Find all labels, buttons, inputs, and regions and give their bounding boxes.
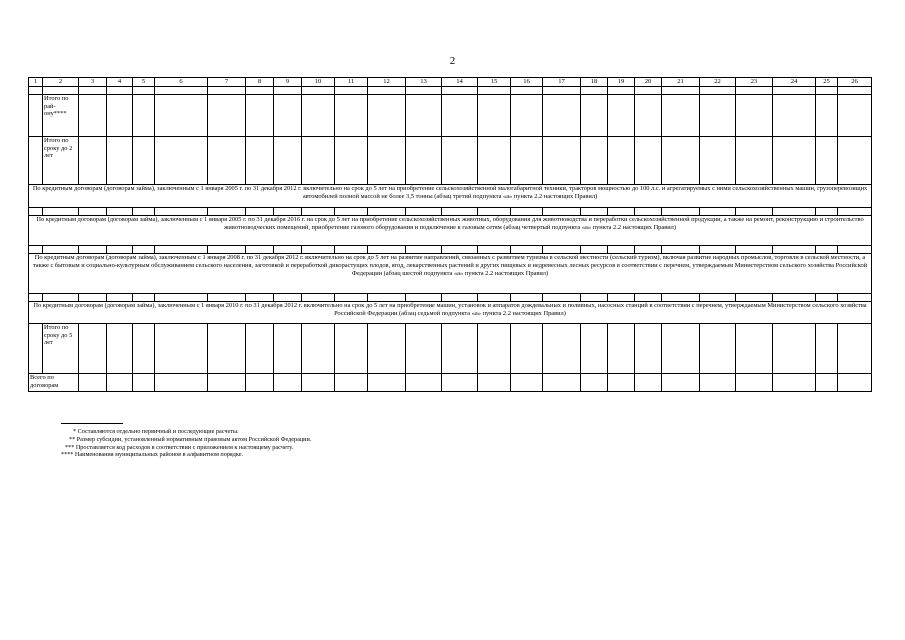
column-number: 23 — [736, 78, 773, 87]
column-number: 13 — [406, 78, 442, 87]
column-number: 20 — [635, 78, 662, 87]
section-row — [29, 254, 872, 294]
spacer-row — [29, 208, 872, 216]
section-heading: По кредитным договорам (договорам займа), заключенным с 1 января 2005 г. по 31 декабря 2012 г. включительно на срок до 5 лет на приобретение сельскохозяйственной малогабаритной техники, тракторов мощностью до 100 л.с. и агрегатируемых с ними сельскохозяйственных машин, грузоперевозящих автомобилей полной массой не более 3,5 тонны (абзац третий подпункта «а» пункта 2.2 настоящих Правил) — [29, 185, 872, 208]
table-row — [29, 374, 872, 392]
column-number: 5 — [133, 78, 155, 87]
row-label-grand-total: Всего по договорам — [29, 374, 79, 392]
section-row — [29, 185, 872, 208]
column-number: 21 — [662, 78, 700, 87]
section-heading: По кредитным договорам (договорам займа), заключенным с 1 января 2005 г. по 31 декабря 2016 г. на срок до 5 лет на приобретение сельскохозяйственных животных, оборудования для животноводства и переработки сельскохозяйственной продукции, а также на ремонт, реконструкцию и строительство животноводческих помещений, приобретение газового оборудования и подключение к газовым сетям (абзац четвертый подпункта «а» пункта 2.2 настоящих Правил) — [29, 216, 872, 246]
column-number: 9 — [274, 78, 302, 87]
footnote: ** Размер субсидии, установленный нормативным правовым актом Российской Федерации. — [69, 435, 312, 443]
column-number: 3 — [79, 78, 107, 87]
spacer-row — [29, 87, 872, 95]
column-number: 19 — [608, 78, 635, 87]
column-number: 16 — [511, 78, 543, 87]
section-heading: По кредитным договорам (договорам займа), заключенным с 1 января 2008 г. по 31 декабря 2012 г. включительно на срок до 5 лет на развитие направлений, связанных с развитием туризма в сельской местности (сельский туризм), включая развитие народных промыслов, торговли в сельской местности, а также с бытовым и социально-культурным обслуживанием сельского населения, заготовкой и переработкой дикорастущих плодов, ягод, лекарственных растений и других пищевых и недревесных лесных ресурсов в соответствии с перечнем, утверждаемым Министерством сельского хозяйства Российской Федерации (абзац шестой подпункта «а» пункта 2.2 настоящих Правил) — [29, 254, 872, 294]
column-number: 8 — [246, 78, 274, 87]
column-number: 17 — [543, 78, 581, 87]
column-number: 7 — [208, 78, 246, 87]
column-number: 15 — [478, 78, 511, 87]
table-row — [29, 324, 872, 374]
section-heading: По кредитным договорам (договорам займа), заключенным с 1 января 2010 г. по 31 декабря 2012 г. включительно на срок до 5 лет на приобретение машин, установок и аппаратов дождевальных и поливных, насосных станций в соответствии с перечнем, утверждаемым Министерством сельского хозяйства Российской Федерации (абзац седьмой подпункта «а» пункта 2.2 настоящих Правил) — [29, 302, 872, 324]
column-number: 25 — [816, 78, 838, 87]
column-number: 18 — [581, 78, 608, 87]
row-label-total-district: Итого по рай-ону**** — [43, 95, 79, 137]
table-row — [29, 95, 872, 137]
footnote-divider — [61, 423, 123, 424]
column-number: 24 — [773, 78, 816, 87]
footnote: * Составляются отдельно первичный и последующие расчеты. — [73, 428, 239, 435]
column-number: 6 — [155, 78, 208, 87]
table-row — [29, 137, 872, 185]
column-number: 26 — [838, 78, 872, 87]
column-number: 4 — [107, 78, 133, 87]
subsidy-calculation-table — [28, 77, 872, 392]
section-row — [29, 302, 872, 324]
column-number: 2 — [43, 78, 79, 87]
column-number: 11 — [335, 78, 368, 87]
spacer-row — [29, 246, 872, 254]
spacer-row — [29, 294, 872, 302]
row-label-total-term: Итого по сроку до 2 лет — [43, 137, 79, 185]
column-number: 22 — [700, 78, 736, 87]
footnote: *** Проставляется код расходов в соответствии с приложением к настоящему расчету. — [65, 443, 294, 451]
section-row — [29, 216, 872, 246]
footnote: **** Наименования муниципальных районов в алфавитном порядке. — [61, 451, 244, 459]
column-number: 12 — [368, 78, 406, 87]
column-number: 14 — [442, 78, 478, 87]
column-number: 10 — [302, 78, 335, 87]
column-number-row — [29, 78, 872, 87]
row-label-total-term: Итого по сроку до 5 лет — [43, 324, 79, 374]
footnotes — [61, 423, 311, 459]
column-number: 1 — [29, 78, 43, 87]
page-number: 2 — [449, 55, 456, 67]
